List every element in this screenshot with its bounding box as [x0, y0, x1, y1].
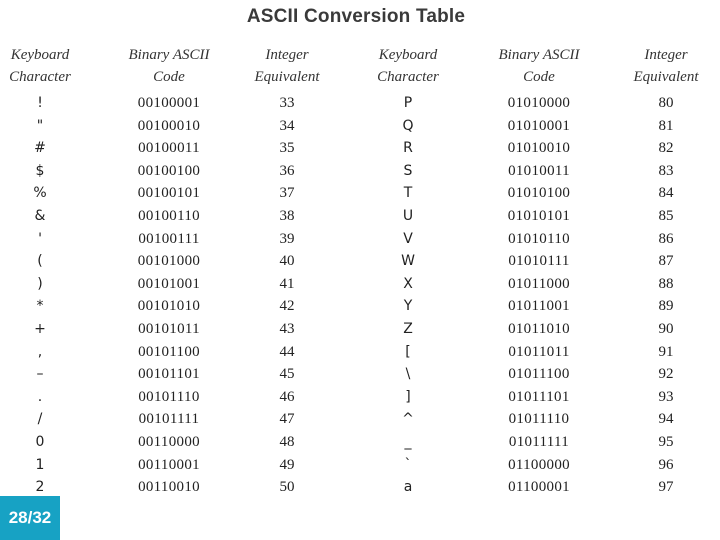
right-integer-cell: 91 [658, 343, 674, 360]
right-integer-cell: 81 [658, 117, 674, 134]
right-character-cell: Q [402, 117, 414, 134]
left-binary-cell: 00110000 [138, 433, 200, 450]
left-integer-cell: 49 [279, 456, 295, 473]
header-left-character-line2: Character [9, 69, 71, 85]
header-right-character-line2: Character [377, 69, 439, 85]
header-right-binary [480, 44, 598, 88]
right-integer-cell: 87 [658, 253, 674, 270]
right-integer-cell: 92 [658, 366, 674, 383]
left-integer-column [240, 92, 334, 499]
left-binary-column [110, 92, 228, 499]
left-character-cell: " [36, 117, 44, 134]
right-integer-column [618, 92, 714, 499]
right-integer-cell: 88 [658, 275, 674, 292]
left-character-cell: – [36, 366, 44, 383]
left-character-cell: 1 [35, 456, 45, 473]
left-binary-cell: 00100011 [138, 140, 200, 157]
left-character-cell: ( [37, 253, 43, 270]
header-left-binary-line1: Binary ASCII [128, 47, 210, 63]
right-binary-cell: 01010100 [507, 185, 571, 202]
right-binary-cell: 01010000 [507, 95, 571, 111]
header-right-character-line1: Keyboard [378, 47, 438, 63]
right-character-cell: S [403, 162, 413, 179]
left-binary-cell: 00110001 [138, 456, 200, 473]
left-character-column [0, 92, 80, 499]
right-integer-cell: 86 [658, 230, 674, 247]
left-integer-cell: 43 [279, 320, 295, 337]
right-character-cell: \ [405, 366, 411, 383]
right-binary-cell: 01010011 [508, 162, 570, 179]
left-character-cell: $ [35, 162, 45, 179]
left-integer-cell: 36 [279, 162, 295, 179]
left-integer-cell: 39 [279, 230, 295, 247]
right-integer-cell: 82 [658, 140, 674, 157]
right-character-cell: a [403, 479, 413, 496]
left-character-cell: + [34, 320, 46, 337]
right-binary-cell: 01010110 [508, 230, 570, 247]
left-integer-cell: 47 [279, 411, 295, 428]
right-binary-cell: 01010101 [507, 207, 571, 224]
right-integer-cell: 97 [658, 479, 674, 496]
left-integer-cell: 42 [279, 298, 295, 315]
left-character-cell: 2 [35, 479, 45, 496]
left-binary-cell: 00100110 [138, 207, 200, 224]
right-character-cell: X [403, 275, 413, 292]
right-binary-cell: 01011011 [508, 343, 570, 360]
right-binary-cell: 01011000 [508, 275, 570, 292]
right-integer-cell: 80 [658, 95, 674, 111]
header-left-integer-line2: Equivalent [254, 69, 320, 85]
right-integer-cell: 90 [658, 320, 674, 337]
left-integer-cell: 37 [279, 185, 295, 202]
right-character-cell: Z [403, 320, 413, 337]
left-character-cell: ) [37, 275, 43, 292]
right-character-cell: ` [404, 456, 412, 473]
right-binary-cell: 01011100 [508, 366, 570, 383]
right-binary-cell: 01011101 [508, 388, 570, 405]
page-title: ASCII Conversion Table [246, 6, 466, 27]
left-binary-cell: 00100100 [137, 162, 201, 179]
header-right-binary-line2: Code [523, 69, 555, 85]
right-character-cell: [ [405, 343, 411, 360]
left-integer-cell: 40 [279, 253, 295, 270]
right-integer-cell: 95 [658, 433, 674, 450]
left-binary-cell: 00100010 [137, 117, 201, 134]
right-binary-column [480, 92, 598, 499]
header-right-integer-line1: Integer [644, 47, 688, 63]
left-binary-cell: 00101111 [138, 411, 200, 428]
left-character-cell: # [34, 140, 46, 157]
right-binary-cell: 01010111 [508, 253, 570, 270]
left-binary-cell: 00100101 [137, 185, 201, 202]
right-character-cell: _ [404, 433, 412, 450]
right-character-column [364, 92, 452, 499]
right-integer-cell: 85 [658, 207, 674, 224]
right-binary-cell: 01100000 [508, 456, 570, 473]
left-binary-cell: 00110010 [138, 479, 200, 496]
left-character-cell: . [37, 388, 43, 405]
right-character-cell: V [403, 230, 413, 247]
right-binary-cell: 01011010 [508, 320, 570, 337]
left-character-cell: ! [37, 95, 43, 111]
header-left-character-line1: Keyboard [10, 47, 70, 63]
left-integer-cell: 50 [279, 479, 295, 496]
right-character-cell: Y [403, 298, 413, 315]
right-integer-cell: 84 [658, 185, 674, 202]
left-binary-cell: 00101110 [138, 388, 200, 405]
right-binary-cell: 01100001 [508, 479, 570, 496]
left-binary-cell: 00101000 [137, 253, 201, 270]
right-binary-cell: 01011110 [508, 411, 570, 428]
left-binary-cell: 00101001 [137, 275, 201, 292]
left-binary-cell: 00101010 [137, 298, 201, 315]
left-character-cell: 0 [35, 433, 45, 450]
header-left-integer-line1: Integer [265, 47, 309, 63]
left-binary-cell: 00100001 [137, 95, 201, 111]
left-integer-cell: 38 [279, 207, 295, 224]
right-integer-cell: 83 [658, 162, 674, 179]
right-character-cell: U [402, 207, 414, 224]
right-binary-cell: 01010001 [507, 117, 571, 134]
right-character-cell: P [403, 95, 413, 111]
right-character-cell: ] [405, 388, 411, 405]
left-integer-cell: 46 [279, 388, 295, 405]
header-right-binary-line1: Binary ASCII [498, 47, 580, 63]
right-integer-cell: 93 [658, 388, 674, 405]
left-binary-cell: 00101011 [138, 320, 200, 337]
right-binary-cell: 01011001 [508, 298, 570, 315]
right-integer-cell: 94 [658, 411, 674, 428]
left-character-cell: & [34, 207, 46, 224]
header-left-binary-line2: Code [153, 69, 185, 85]
header-right-character [364, 44, 452, 88]
left-binary-cell: 00101101 [138, 366, 200, 383]
left-binary-cell: 00100111 [138, 230, 200, 247]
left-character-cell: ' [38, 230, 42, 247]
header-right-integer [618, 44, 714, 88]
left-integer-cell: 48 [279, 433, 295, 450]
left-character-cell: , [37, 343, 43, 360]
left-character-cell: % [33, 185, 47, 202]
right-character-cell: R [403, 140, 413, 157]
left-integer-cell: 41 [279, 275, 295, 292]
slide-counter-badge: 28/32 [0, 496, 60, 540]
left-integer-cell: 33 [279, 95, 295, 111]
left-integer-cell: 34 [279, 117, 295, 134]
left-character-cell: / [37, 411, 43, 428]
right-character-cell: ^ [402, 411, 414, 428]
header-left-binary [110, 44, 228, 88]
right-character-cell: W [401, 253, 415, 270]
left-integer-cell: 45 [279, 366, 295, 383]
right-integer-cell: 89 [658, 298, 674, 315]
header-right-integer-line2: Equivalent [633, 69, 699, 85]
left-binary-cell: 00101100 [138, 343, 200, 360]
header-left-integer [240, 44, 334, 88]
right-binary-cell: 01011111 [508, 433, 570, 450]
right-character-cell: T [403, 185, 413, 202]
left-character-cell: * [36, 298, 44, 315]
left-integer-cell: 44 [279, 343, 295, 360]
header-left-character [0, 44, 80, 88]
right-integer-cell: 96 [658, 456, 674, 473]
left-integer-cell: 35 [279, 140, 295, 157]
right-binary-cell: 01010010 [507, 140, 571, 157]
